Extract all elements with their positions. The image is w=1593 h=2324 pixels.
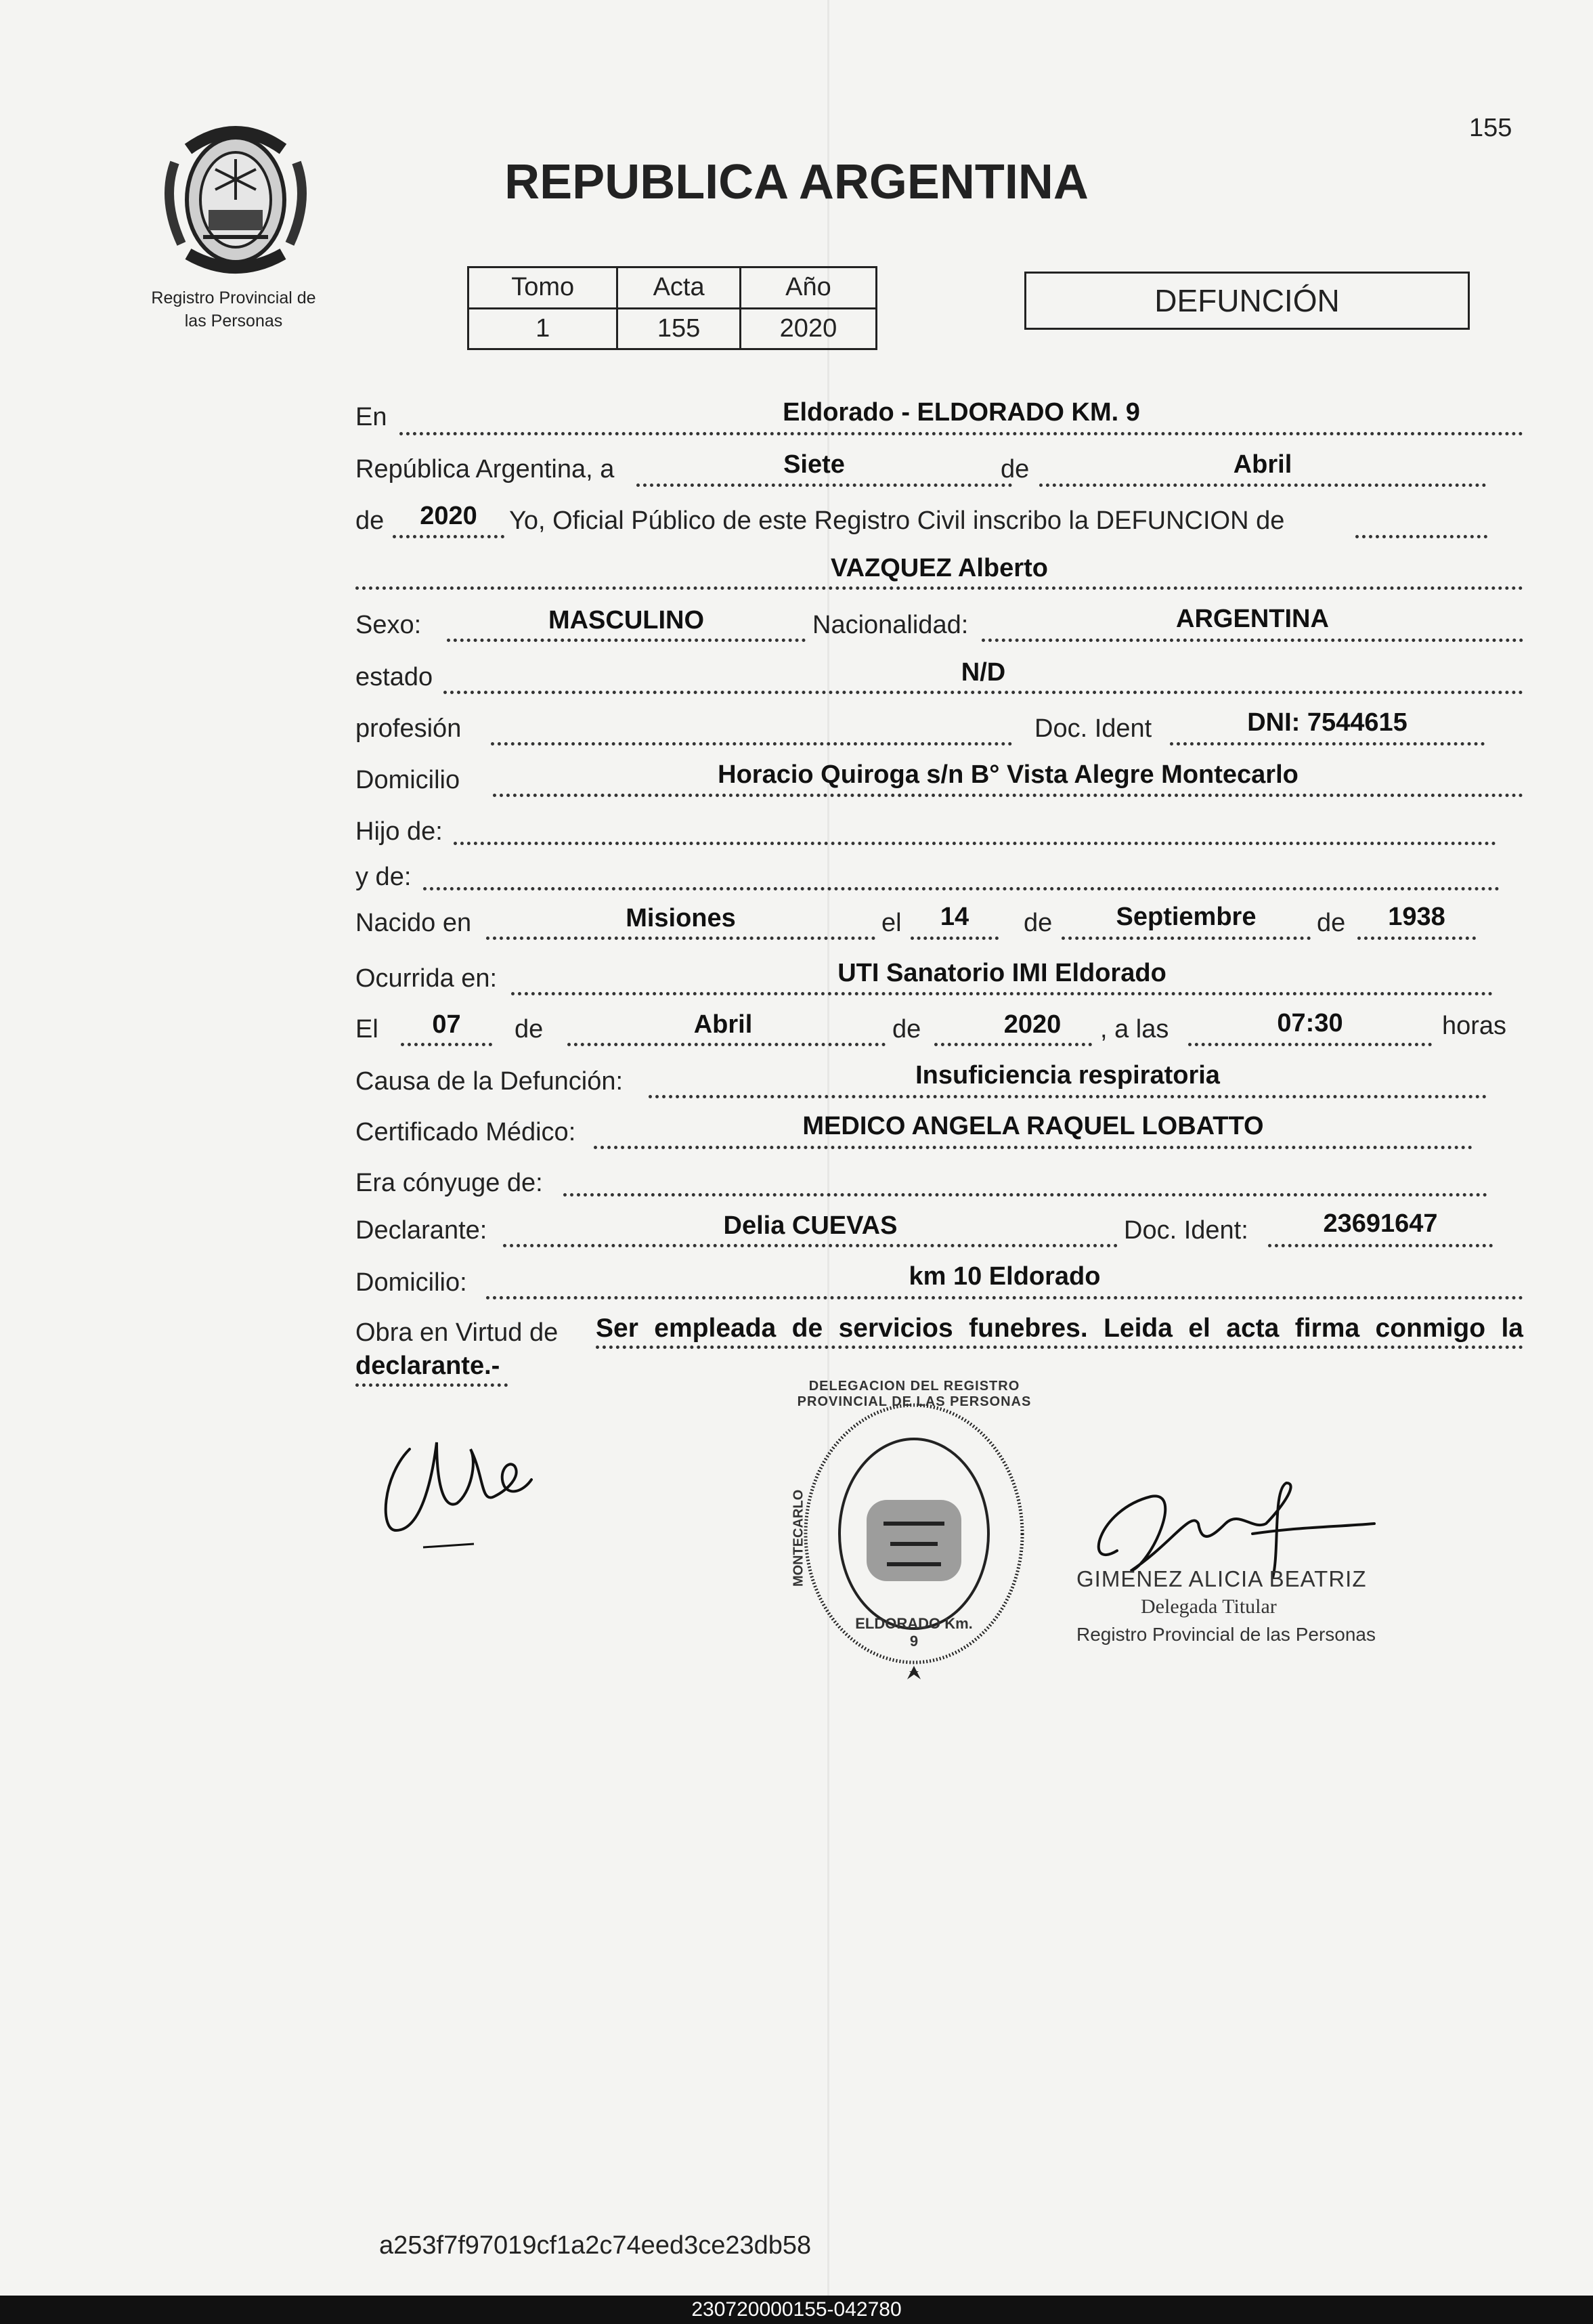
dots-obra-virtud-1 [596, 1346, 1523, 1349]
value-nacido-mes: Septiembre [1116, 903, 1257, 931]
value-anio: 2020 [740, 308, 876, 349]
dots-nacido-anio [1357, 937, 1476, 940]
value-estado: N/D [961, 658, 1006, 687]
value-anio: 2020 [420, 502, 477, 530]
label-domicilio-colon: Domicilio: [355, 1268, 467, 1297]
label-doc-ident-colon: Doc. Ident: [1124, 1216, 1248, 1245]
label-nacido-en: Nacido en [355, 909, 472, 937]
document-hash: a253f7f97019cf1a2c74eed3ce23db58 [379, 2231, 812, 2260]
value-declarante-domicilio: km 10 Eldorado [909, 1262, 1101, 1291]
dots-fall-anio [934, 1043, 1092, 1046]
label-doc-ident: Doc. Ident [1034, 714, 1152, 743]
label-en: En [355, 403, 387, 431]
page-number: 155 [1469, 114, 1512, 142]
label-nacionalidad: Nacionalidad: [812, 611, 969, 639]
value-obra-virtud-line1: Ser empleada de servicios funebres. Leida el acta firma conmigo la [596, 1314, 1523, 1343]
stamp-ring-text: DELEGACION DEL REGISTRO PROVINCIAL DE LAS PERSONAS [797, 1379, 1032, 1409]
official-office: Registro Provincial de las Personas [1076, 1624, 1376, 1645]
value-dia-letras: Siete [783, 450, 845, 479]
dots-lugar [399, 432, 1523, 435]
label-estado: estado [355, 663, 433, 691]
value-obra-virtud-line2: declarante.- [355, 1352, 500, 1380]
dots-estado [443, 691, 1523, 694]
emblem-caption-line2: las Personas [184, 311, 283, 330]
value-ocurrida-en: UTI Sanatorio IMI Eldorado [837, 959, 1166, 987]
declarant-signature [369, 1422, 545, 1557]
label-obra-virtud: Obra en Virtud de [355, 1318, 559, 1347]
label-a-las: , a las [1100, 1015, 1169, 1043]
label-de-6: de [892, 1015, 921, 1043]
value-fall-dia: 07 [432, 1010, 461, 1039]
declarant-signature-icon [369, 1422, 545, 1557]
label-hijo-de: Hijo de: [355, 817, 443, 846]
value-declarante: Delia CUEVAS [723, 1211, 898, 1240]
value-doc-ident: DNI: 7544615 [1247, 708, 1407, 737]
dots-certificado [594, 1146, 1472, 1149]
label-causa: Causa de la Defunción: [355, 1067, 624, 1096]
label-sexo: Sexo: [355, 611, 422, 639]
header-anio: Año [740, 267, 876, 309]
dots-y-de [423, 887, 1500, 890]
dots-mes [1039, 483, 1486, 487]
header-acta: Acta [617, 267, 741, 309]
value-fall-mes: Abril [693, 1010, 753, 1039]
dots-doc-ident [1170, 742, 1485, 746]
value-certificado: MEDICO ANGELA RAQUEL LOBATTO [802, 1112, 1264, 1140]
dots-obra-virtud-2 [355, 1383, 508, 1387]
dots-profesion [491, 742, 1012, 746]
dots-anio [393, 535, 504, 538]
dots-nacido-lugar [486, 937, 875, 940]
label-el-cap: El [355, 1015, 378, 1043]
dots-conyuge [563, 1193, 1487, 1197]
dots-nombre [355, 586, 1523, 590]
label-y-de: y de: [355, 863, 412, 891]
dots-sexo [447, 639, 806, 642]
value-domicilio: Horacio Quiroga s/n B° Vista Alegre Montecarlo [718, 760, 1299, 789]
stamp-inner-text: ELDORADO Km. 9 [855, 1615, 973, 1650]
value-nacionalidad: ARGENTINA [1176, 605, 1329, 633]
value-mes: Abril [1233, 450, 1292, 479]
footer-code: 230720000155-042780 [0, 2296, 1593, 2324]
label-certificado: Certificado Médico: [355, 1118, 576, 1146]
stamp-left-text: MONTECARLO [791, 1489, 806, 1587]
dots-nacido-mes [1062, 937, 1311, 940]
header-tomo: Tomo [468, 267, 617, 309]
emblem-caption-line1: Registro Provincial de [151, 288, 316, 307]
label-de-4: de [1317, 909, 1346, 937]
value-acta: 155 [617, 308, 741, 349]
dots-dia [636, 483, 1012, 487]
dots-hijo-de [454, 842, 1496, 845]
value-declarante-doc: 23691647 [1323, 1209, 1438, 1238]
dots-fall-hora [1188, 1043, 1432, 1046]
country-title: REPUBLICA ARGENTINA [504, 155, 1089, 209]
label-de-5: de [515, 1015, 544, 1043]
dots-nacionalidad [982, 639, 1523, 642]
label-el: el [881, 909, 902, 937]
label-de-3: de [1024, 909, 1053, 937]
label-declarante: Declarante: [355, 1216, 487, 1245]
label-horas: horas [1442, 1012, 1507, 1040]
value-fall-anio: 2020 [1003, 1010, 1062, 1039]
dots-fall-mes [567, 1043, 886, 1046]
dots-declarante-doc [1268, 1244, 1493, 1247]
dots-ocurrida-en [511, 992, 1493, 995]
label-profesion: profesión [355, 714, 462, 743]
dots-declarante [503, 1244, 1118, 1247]
label-domicilio: Domicilio [355, 766, 460, 794]
value-sexo: MASCULINO [548, 606, 705, 634]
value-nacido-lugar: Misiones [626, 904, 736, 932]
dots-declarante-domicilio [486, 1296, 1523, 1299]
label-de-2: de [355, 507, 385, 535]
label-de-1: de [1001, 455, 1030, 483]
value-nacido-dia: 14 [940, 903, 969, 931]
label-yo-oficial: Yo, Oficial Público de este Registro Civil inscribo la DEFUNCION de [509, 507, 1285, 535]
record-type-box: DEFUNCIÓN [1024, 272, 1470, 330]
value-nacido-anio: 1938 [1388, 903, 1445, 931]
dots-nacido-dia [911, 937, 999, 940]
record-table [467, 266, 877, 350]
value-lugar: Eldorado - ELDORADO KM. 9 [783, 398, 1140, 427]
official-title: Delegada Titular [1141, 1595, 1277, 1618]
dots-defuncion-de [1355, 535, 1487, 538]
label-conyuge: Era cónyuge de: [355, 1169, 543, 1197]
label-ocurrida-en: Ocurrida en: [355, 964, 498, 993]
value-nombre: VAZQUEZ Alberto [831, 554, 1048, 582]
label-republica-a: República Argentina, a [355, 455, 615, 483]
official-name: GIMENEZ ALICIA BEATRIZ [1076, 1566, 1367, 1591]
dots-domicilio [493, 794, 1523, 797]
dots-causa [649, 1095, 1487, 1098]
dots-fall-dia [401, 1043, 492, 1046]
value-causa: Insuficiencia respiratoria [915, 1061, 1220, 1090]
value-tomo: 1 [468, 308, 617, 349]
value-fall-hora: 07:30 [1277, 1009, 1343, 1037]
